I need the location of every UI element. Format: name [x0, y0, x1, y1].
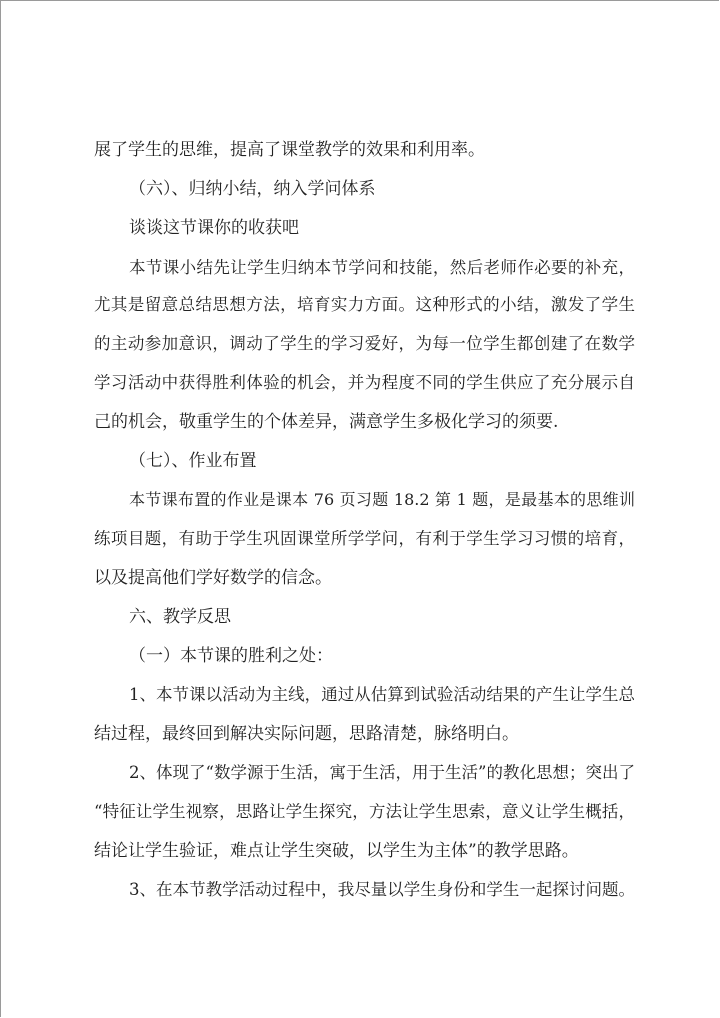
section-heading: 六、教学反思 [129, 607, 231, 627]
text-line: 学习活动中获得胜利体验的机会，并为程度不同的学生供应了充分展示自 [94, 373, 635, 392]
text-line: 结论让学生验证，难点让学生突破，以学生为主体”的教学思路。 [94, 841, 579, 861]
text-line: “特征让学生视察，思路让学生探究，方法让学生思索，意义让学生概括， [94, 802, 635, 821]
text-line: 3、在本节教学活动过程中，我尽量以学生身份和学生一起探讨问题。 [129, 880, 635, 899]
section-heading: （六）、归纳小结，纳入学问体系 [129, 179, 376, 199]
text-line: 的主动参加意识，调动了学生的学习爱好，为每一位学生都创建了在数学 [94, 334, 635, 353]
section-heading: （七）、作业布置 [129, 451, 257, 471]
subsection-heading: （一）本节课的胜利之处： [129, 646, 333, 666]
text-line: 结过程，最终回到解决实际问题，思路清楚，脉络明白。 [94, 724, 519, 744]
text-line: 以及提高他们学好数学的信念。 [94, 568, 332, 588]
text-line: 2、体现了“数学源于生活，寓于生活，用于生活”的教化思想；突出了 [129, 763, 635, 782]
text-line: 本节课布置的作业是课本 76 页习题 18.2 第 1 题，是最基本的思维训 [129, 490, 635, 509]
text-line: 练项目题，有助于学生巩固课堂所学学问，有利于学生学习习惯的培育， [94, 529, 635, 548]
text-line: 展了学生的思维，提高了课堂教学的效果和利用率。 [94, 140, 485, 160]
text-line: 尤其是留意总结思想方法，培育实力方面。这种形式的小结，激发了学生 [94, 295, 635, 314]
text-line: 本节课小结先让学生归纳本节学问和技能，然后老师作必要的补充， [129, 258, 635, 277]
text-line: 1、本节课以活动为主线，通过从估算到试验活动结果的产生让学生总 [129, 685, 635, 704]
text-line: 己的机会，敬重学生的个体差异，满意学生多极化学习的须要. [94, 412, 559, 432]
text-line: 谈谈这节课你的收获吧 [129, 218, 299, 238]
